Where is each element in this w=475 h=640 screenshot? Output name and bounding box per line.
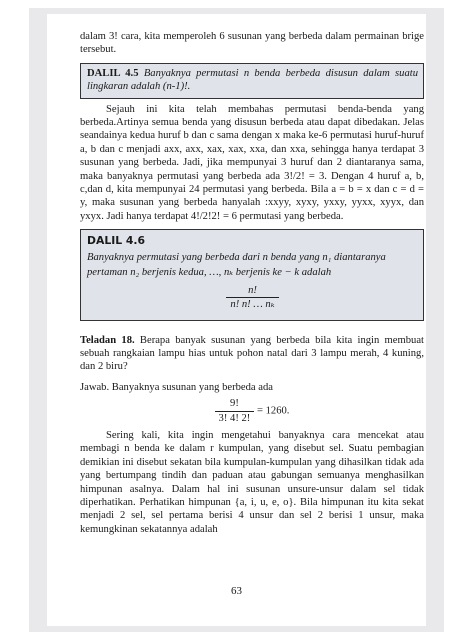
fraction-numerator: 9! [230,398,239,410]
example-label: Teladan 18. [80,334,135,346]
fraction-denominator: 3! 4! 2! [215,411,255,425]
example-paragraph [80,334,424,374]
theorem-title: DALIL 4.5 [87,67,139,79]
fraction-denominator: n! n! … nₖ [226,297,278,311]
theorem-line-2: pertaman n₂ berjenis kedua, …, nₖ berjenis ke − k adalah [87,266,332,278]
document-page [47,14,426,626]
theorem-formula [87,284,418,312]
equation-result: = 1260. [256,405,290,417]
fraction-numerator: n! [248,284,257,296]
example-text: Berapa banyak susunan yang berbeda bila kita ingin membuat sebuah rangkaian lampu hias untuk pohon natal dari 3 lampu merah, 4 kuning, dan 2 biru? [80,334,424,373]
page-number: 63 [231,585,242,597]
answer-line: Jawab. Banyaknya susunan yang berbeda ada [80,381,273,393]
theorem-text: Banyaknya permutasi n benda berbeda disusun dalam suatu lingkaran adalah (n-1)!. [87,67,418,93]
theorem-box-4-5 [80,63,424,99]
body-paragraph-1: Sejauh ini kita telah membahas permutasi benda-benda yang berbeda.Artinya semua benda yang disusun berbeda atau dapat dibedakan. Jelas seandainya kedua huruf b dan c sama dengan x maka ke-6 permutasi huruf-huruf a, b dan c menjadi axx, axx, xax, xax, xxa, dan xxa, sehingga hanya terdapat 3 susunan yang berbeda. Jadi, jika mempunyai 3 huruf dan 2 diantaranya sama, maka banyaknya permutasi yang berbeda ada 3!/2! = 3. Dengan 4 huruf a, b, c,dan d, kita mempunyai 24 permutasi yang berbeda. Bila a = b = x dan c = d = y, maka susunan yang berbeda hanyalah :xxyy, xyxy, yxxy, yyxx, xyyx, dan yxyx. Jadi hanya terdapat 4!/2!2! = 6 permutasi yang berbeda. [80,103,424,222]
intro-paragraph: dalam 3! cara, kita memperoleh 6 susunan yang berbeda dalam permainan brige tersebut. [80,31,424,56]
fraction [226,284,278,312]
fraction [215,397,255,425]
theorem-line-1: Banyaknya permutasi yang berbeda dari n benda yang n₁ diantaranya [87,251,386,263]
theorem-title: DALIL 4.6 [87,234,145,248]
theorem-box-4-6 [80,229,424,320]
page-content [80,30,424,536]
body-paragraph-2: Sering kali, kita ingin mengetahui banyaknya cara mencekat atau membagi n benda ke dalam r kumpulan, yang disebut sel. Suatu pembagian demikian ini disebut sekatan bila kumpulan-kumpulan yang dihasilkan tidak ada yang bertumpang tindih dan paduan atau gabungan semuanya menghasilkan himpunan asalnya. Dalam hal ini susunan unsure-unsur dalam sel tidak diperhatikan. Perhatikan himpunan {a, i, u, e, o}. Bila himpunan itu kita sekat menjadi 2 sel, sel pertama berisi 4 unsur dan sel 2 berisi 1 unsur, maka kemungkinan sekatannya adalah [80,429,424,535]
equation [80,397,424,425]
